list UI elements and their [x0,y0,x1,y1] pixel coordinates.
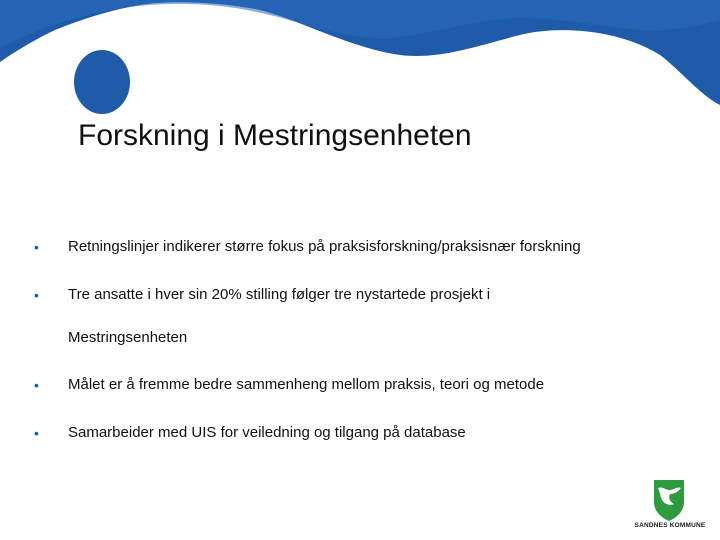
bullet-icon: • [34,425,39,441]
bullet-text-continuation: Mestringsenheten [68,329,188,346]
logo-text: SANDNES KOMMUNE [634,522,706,529]
bullet-text: Samarbeider med UIS for veiledning og tilgang på database [68,424,466,441]
page-title: Forskning i Mestringsenheten [78,119,472,152]
bullet-text: Tre ansatte i hver sin 20% stilling følger tre nystartede prosjekt i [68,286,491,303]
bullet-text: Retningslinjer indikerer større fokus på praksisforskning/praksisnær forskning [68,238,581,255]
bullet-icon: • [34,287,39,303]
bullet-icon: • [34,377,39,393]
bullet-text: Målet er å fremme bedre sammenheng mellom praksis, teori og metode [68,376,545,393]
bullet-icon: • [34,239,39,255]
